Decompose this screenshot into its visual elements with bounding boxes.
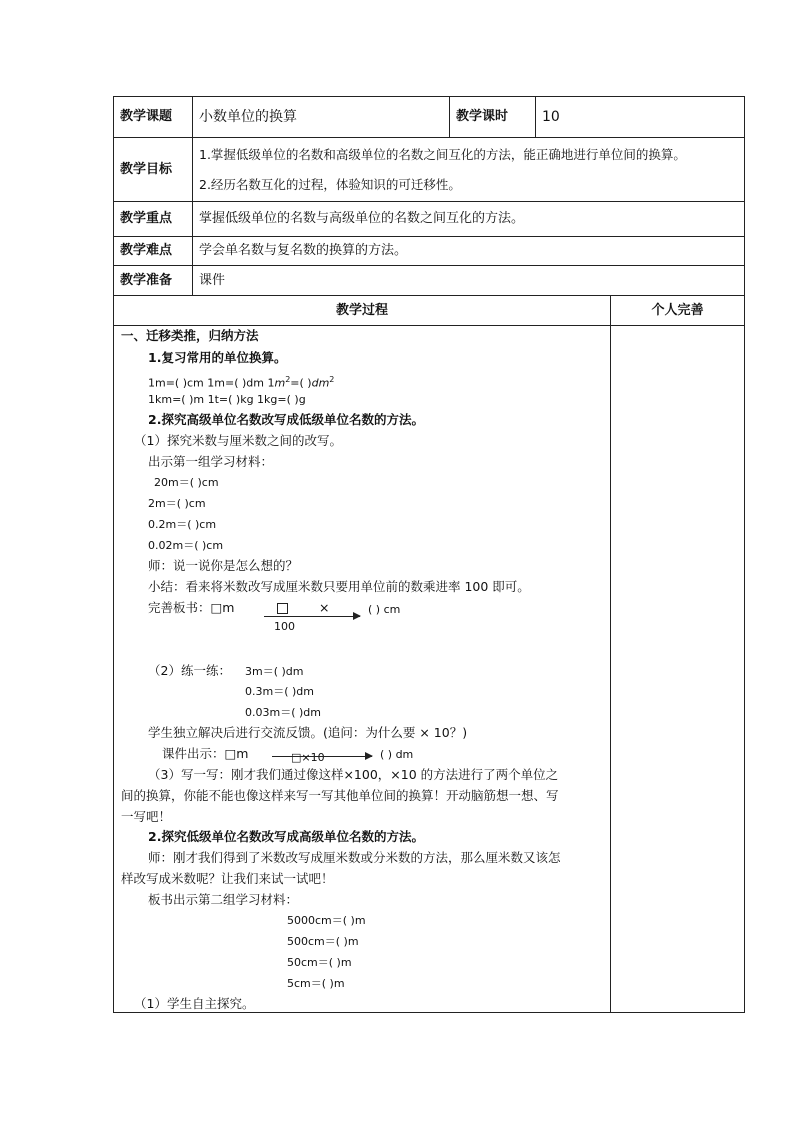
board-2-title: 板书出示第二组学习材料： [148,892,299,907]
material-2-item-1: 5000cm＝( )m [287,914,366,927]
write-line-3: 一写吧！ [121,809,172,824]
goal-cell [193,138,745,202]
practice-label: （2）练一练： [148,663,231,678]
prep-label: 教学准备 [114,266,193,296]
explore-step: （1）学生自主探究。 [134,996,255,1011]
goal-1: 1.掌握低级单位的名数和高级单位的名数之间互化的方法，能正确地进行单位间的换算。 [199,146,686,162]
feedback: 学生独立解决后进行交流反馈。(追问：为什么要 × 10？) [148,725,468,740]
topic-row [114,97,745,138]
lesson-plan-table [113,96,745,1013]
topic-value: 小数单位的换算 [193,97,450,138]
material-2-item-4: 5cm＝( )m [287,977,345,990]
topic-label: 教学课题 [114,97,193,138]
teacher-line-2: 样改写成米数呢？让我们来试一试吧！ [121,871,334,886]
difficulty-label: 教学难点 [114,237,193,266]
personal-header: 个人完善 [611,296,745,326]
material-2-item-2: 500cm＝( )m [287,935,359,948]
hours-label: 教学课时 [450,97,536,138]
prep-row [114,266,745,296]
goal-2: 2.经历名数互化的过程，体验知识的可迁移性。 [199,176,461,192]
practice-item-1: 3m＝( )dm [245,665,304,678]
explore-low-high-title: 2.探究低级单位名数改写成高级单位名数的方法。 [148,829,424,844]
process-body-row [114,326,745,1013]
write-line-1: （3）写一写：刚才我们通过像这样×100，×10 的方法进行了两个单位之 [148,767,559,782]
key-row [114,202,745,237]
process-header: 教学过程 [114,296,611,326]
goal-label: 教学目标 [114,138,193,202]
board-1-prefix: 完善板书：□m [148,600,235,615]
teacher-question: 师：说一说你是怎么想的？ [148,558,299,573]
process-content [114,326,611,1013]
material-1-item-4: 0.02m＝( )cm [148,539,224,552]
courseware-prefix: 课件出示：□m [162,746,249,761]
process-header-row [114,296,745,326]
material-2-item-3: 50cm＝( )m [287,956,352,969]
arrow-icon [264,616,360,617]
material-1-item-2: 2m＝( )cm [148,497,206,510]
difficulty-row [114,237,745,266]
teacher-line-1: 师：刚才我们得到了米数改写成厘米数或分米数的方法，那么厘米数又该怎 [148,850,561,865]
review-row-2: 1km=( )m 1t=( )kg 1kg=( )g [148,393,306,406]
arrow-icon [272,756,372,757]
review-row-1: 1m=( )cm 1m=( )dm $1m^2=$( )$dm^2$ [148,375,335,390]
courseware-factor: □×10 [291,751,325,764]
show-material-1: 出示第一组学习材料： [148,454,274,469]
step-1: （1）探究米数与厘米数之间的改写。 [134,433,342,448]
board-1-result: ( ) cm [368,603,401,616]
difficulty-value: 学会单名数与复名数的换算的方法。 [193,237,745,266]
personal-notes-cell [611,326,745,1013]
material-1-item-3: 0.2m＝( )cm [148,518,217,531]
summary: 小结：看来将米数改写成厘米数只要用单位前的数乘进率 100 即可。 [148,579,530,594]
section-1-title: 一、迁移类推，归纳方法 [121,328,259,343]
goal-row [114,138,745,202]
write-line-2: 间的换算，你能不能也像这样来写一写其他单位间的换算！开动脑筋想一想、写 [121,788,559,803]
key-value: 掌握低级单位的名数与高级单位的名数之间互化的方法。 [193,202,745,237]
practice-item-3: 0.03m＝( )dm [245,706,321,719]
prep-value: 课件 [193,266,745,296]
board-1-factor: 100 [274,620,295,633]
hours-value: 10 [536,97,745,138]
explore-high-low-title: 2.探究高级单位名数改写成低级单位名数的方法。 [148,412,424,427]
practice-item-2: 0.3m＝( )dm [245,685,314,698]
key-label: 教学重点 [114,202,193,237]
board-1-times: × [319,600,330,615]
courseware-result: ( ) dm [380,748,414,761]
material-1-item-1: 20m＝( )cm [154,476,219,489]
blank-square-icon [277,603,288,614]
review-title: 1.复习常用的单位换算。 [148,350,287,365]
